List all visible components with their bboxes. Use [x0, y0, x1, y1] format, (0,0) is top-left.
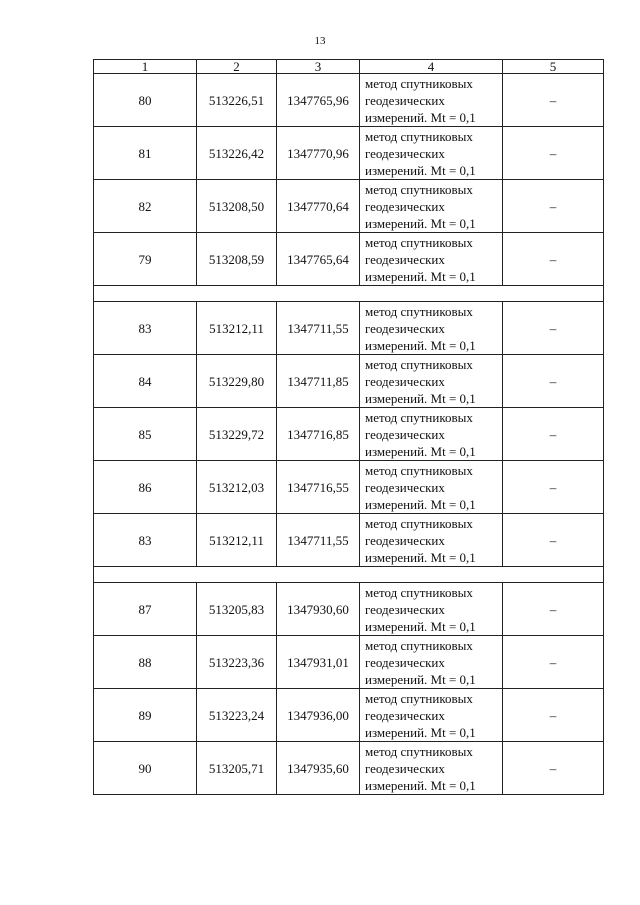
note-cell: –: [503, 689, 604, 742]
y-coordinate-cell: 1347711,55: [277, 302, 360, 355]
y-coordinate-cell: 1347765,96: [277, 74, 360, 127]
table-body: [94, 60, 604, 795]
table-row: [94, 583, 604, 636]
method-cell: [360, 583, 503, 636]
table-row: [94, 74, 604, 127]
table-row: [94, 355, 604, 408]
method-text-line: метод спутниковых: [365, 462, 473, 478]
x-coordinate-cell: 513208,59: [197, 233, 277, 286]
method-text-line: метод спутниковых: [365, 743, 473, 759]
point-number-cell: 83: [94, 302, 197, 355]
method-text-line: геодезических: [365, 251, 445, 267]
table-row: [94, 233, 604, 286]
header-cell-1: 1: [94, 60, 197, 74]
table-row: [94, 689, 604, 742]
note-cell: –: [503, 127, 604, 180]
method-cell: [360, 636, 503, 689]
y-coordinate-cell: 1347711,85: [277, 355, 360, 408]
method-text-line: геодезических: [365, 92, 445, 108]
x-coordinate-cell: 513226,51: [197, 74, 277, 127]
method-text-line: геодезических: [365, 198, 445, 214]
note-cell: –: [503, 583, 604, 636]
method-text-line: измерений. Mt = 0,1: [365, 443, 476, 459]
note-cell: –: [503, 74, 604, 127]
method-text-line: геодезических: [365, 479, 445, 495]
page-number: 13: [314, 35, 326, 47]
point-number-cell: 79: [94, 233, 197, 286]
method-text-line: геодезических: [365, 426, 445, 442]
x-coordinate-cell: 513226,42: [197, 127, 277, 180]
y-coordinate-cell: 1347936,00: [277, 689, 360, 742]
note-cell: –: [503, 461, 604, 514]
coordinates-table: [93, 59, 604, 795]
method-text-line: геодезических: [365, 601, 445, 617]
method-text-line: геодезических: [365, 320, 445, 336]
note-cell: –: [503, 408, 604, 461]
y-coordinate-cell: 1347711,55: [277, 514, 360, 567]
method-text-line: измерений. Mt = 0,1: [365, 337, 476, 353]
x-coordinate-cell: 513229,80: [197, 355, 277, 408]
x-coordinate-cell: 513212,11: [197, 302, 277, 355]
table-row: [94, 408, 604, 461]
method-text-line: измерений. Mt = 0,1: [365, 162, 476, 178]
method-text-line: метод спутниковых: [365, 234, 473, 250]
note-cell: –: [503, 180, 604, 233]
group-separator-cell: [94, 567, 604, 583]
y-coordinate-cell: 1347765,64: [277, 233, 360, 286]
point-number-cell: 86: [94, 461, 197, 514]
method-text-line: геодезических: [365, 654, 445, 670]
method-cell: [360, 355, 503, 408]
point-number-cell: 82: [94, 180, 197, 233]
point-number-cell: 80: [94, 74, 197, 127]
method-text-line: геодезических: [365, 532, 445, 548]
point-number-cell: 84: [94, 355, 197, 408]
y-coordinate-cell: 1347716,85: [277, 408, 360, 461]
method-cell: [360, 408, 503, 461]
header-row: [94, 60, 604, 74]
method-cell: [360, 302, 503, 355]
y-coordinate-cell: 1347931,01: [277, 636, 360, 689]
table-row: [94, 636, 604, 689]
note-cell: –: [503, 636, 604, 689]
method-cell: [360, 127, 503, 180]
x-coordinate-cell: 513205,83: [197, 583, 277, 636]
y-coordinate-cell: 1347930,60: [277, 583, 360, 636]
method-text-line: метод спутниковых: [365, 75, 473, 91]
table-row: [94, 742, 604, 795]
method-cell: [360, 233, 503, 286]
header-cell-4: 4: [360, 60, 503, 74]
header-cell-2: 2: [197, 60, 277, 74]
method-text-line: измерений. Mt = 0,1: [365, 109, 476, 125]
method-cell: [360, 742, 503, 795]
group-separator-row: [94, 286, 604, 302]
table-row: [94, 514, 604, 567]
method-text-line: измерений. Mt = 0,1: [365, 496, 476, 512]
method-text-line: геодезических: [365, 760, 445, 776]
point-number-cell: 83: [94, 514, 197, 567]
method-cell: [360, 689, 503, 742]
y-coordinate-cell: 1347770,96: [277, 127, 360, 180]
method-cell: [360, 514, 503, 567]
x-coordinate-cell: 513212,11: [197, 514, 277, 567]
x-coordinate-cell: 513229,72: [197, 408, 277, 461]
method-text-line: метод спутниковых: [365, 181, 473, 197]
method-text-line: метод спутниковых: [365, 128, 473, 144]
note-cell: –: [503, 355, 604, 408]
method-text-line: геодезических: [365, 707, 445, 723]
method-text-line: метод спутниковых: [365, 584, 473, 600]
note-cell: –: [503, 514, 604, 567]
method-text-line: измерений. Mt = 0,1: [365, 618, 476, 634]
table-row: [94, 461, 604, 514]
method-cell: [360, 74, 503, 127]
method-text-line: измерений. Mt = 0,1: [365, 777, 476, 793]
method-text-line: метод спутниковых: [365, 637, 473, 653]
method-text-line: метод спутниковых: [365, 409, 473, 425]
method-text-line: метод спутниковых: [365, 356, 473, 372]
method-text-line: метод спутниковых: [365, 690, 473, 706]
y-coordinate-cell: 1347716,55: [277, 461, 360, 514]
method-text-line: измерений. Mt = 0,1: [365, 671, 476, 687]
x-coordinate-cell: 513208,50: [197, 180, 277, 233]
point-number-cell: 85: [94, 408, 197, 461]
x-coordinate-cell: 513223,36: [197, 636, 277, 689]
point-number-cell: 88: [94, 636, 197, 689]
point-number-cell: 87: [94, 583, 197, 636]
note-cell: –: [503, 742, 604, 795]
x-coordinate-cell: 513223,24: [197, 689, 277, 742]
table-row: [94, 127, 604, 180]
method-cell: [360, 461, 503, 514]
method-cell: [360, 180, 503, 233]
x-coordinate-cell: 513205,71: [197, 742, 277, 795]
point-number-cell: 90: [94, 742, 197, 795]
point-number-cell: 89: [94, 689, 197, 742]
point-number-cell: 81: [94, 127, 197, 180]
method-text-line: метод спутниковых: [365, 515, 473, 531]
table-row: [94, 180, 604, 233]
y-coordinate-cell: 1347770,64: [277, 180, 360, 233]
y-coordinate-cell: 1347935,60: [277, 742, 360, 795]
note-cell: –: [503, 302, 604, 355]
header-cell-3: 3: [277, 60, 360, 74]
method-text-line: метод спутниковых: [365, 303, 473, 319]
method-text-line: измерений. Mt = 0,1: [365, 390, 476, 406]
group-separator-cell: [94, 286, 604, 302]
note-cell: –: [503, 233, 604, 286]
header-cell-5: 5: [503, 60, 604, 74]
method-text-line: геодезических: [365, 373, 445, 389]
method-text-line: измерений. Mt = 0,1: [365, 724, 476, 740]
x-coordinate-cell: 513212,03: [197, 461, 277, 514]
method-text-line: измерений. Mt = 0,1: [365, 549, 476, 565]
group-separator-row: [94, 567, 604, 583]
method-text-line: измерений. Mt = 0,1: [365, 215, 476, 231]
method-text-line: измерений. Mt = 0,1: [365, 268, 476, 284]
table-row: [94, 302, 604, 355]
method-text-line: геодезических: [365, 145, 445, 161]
